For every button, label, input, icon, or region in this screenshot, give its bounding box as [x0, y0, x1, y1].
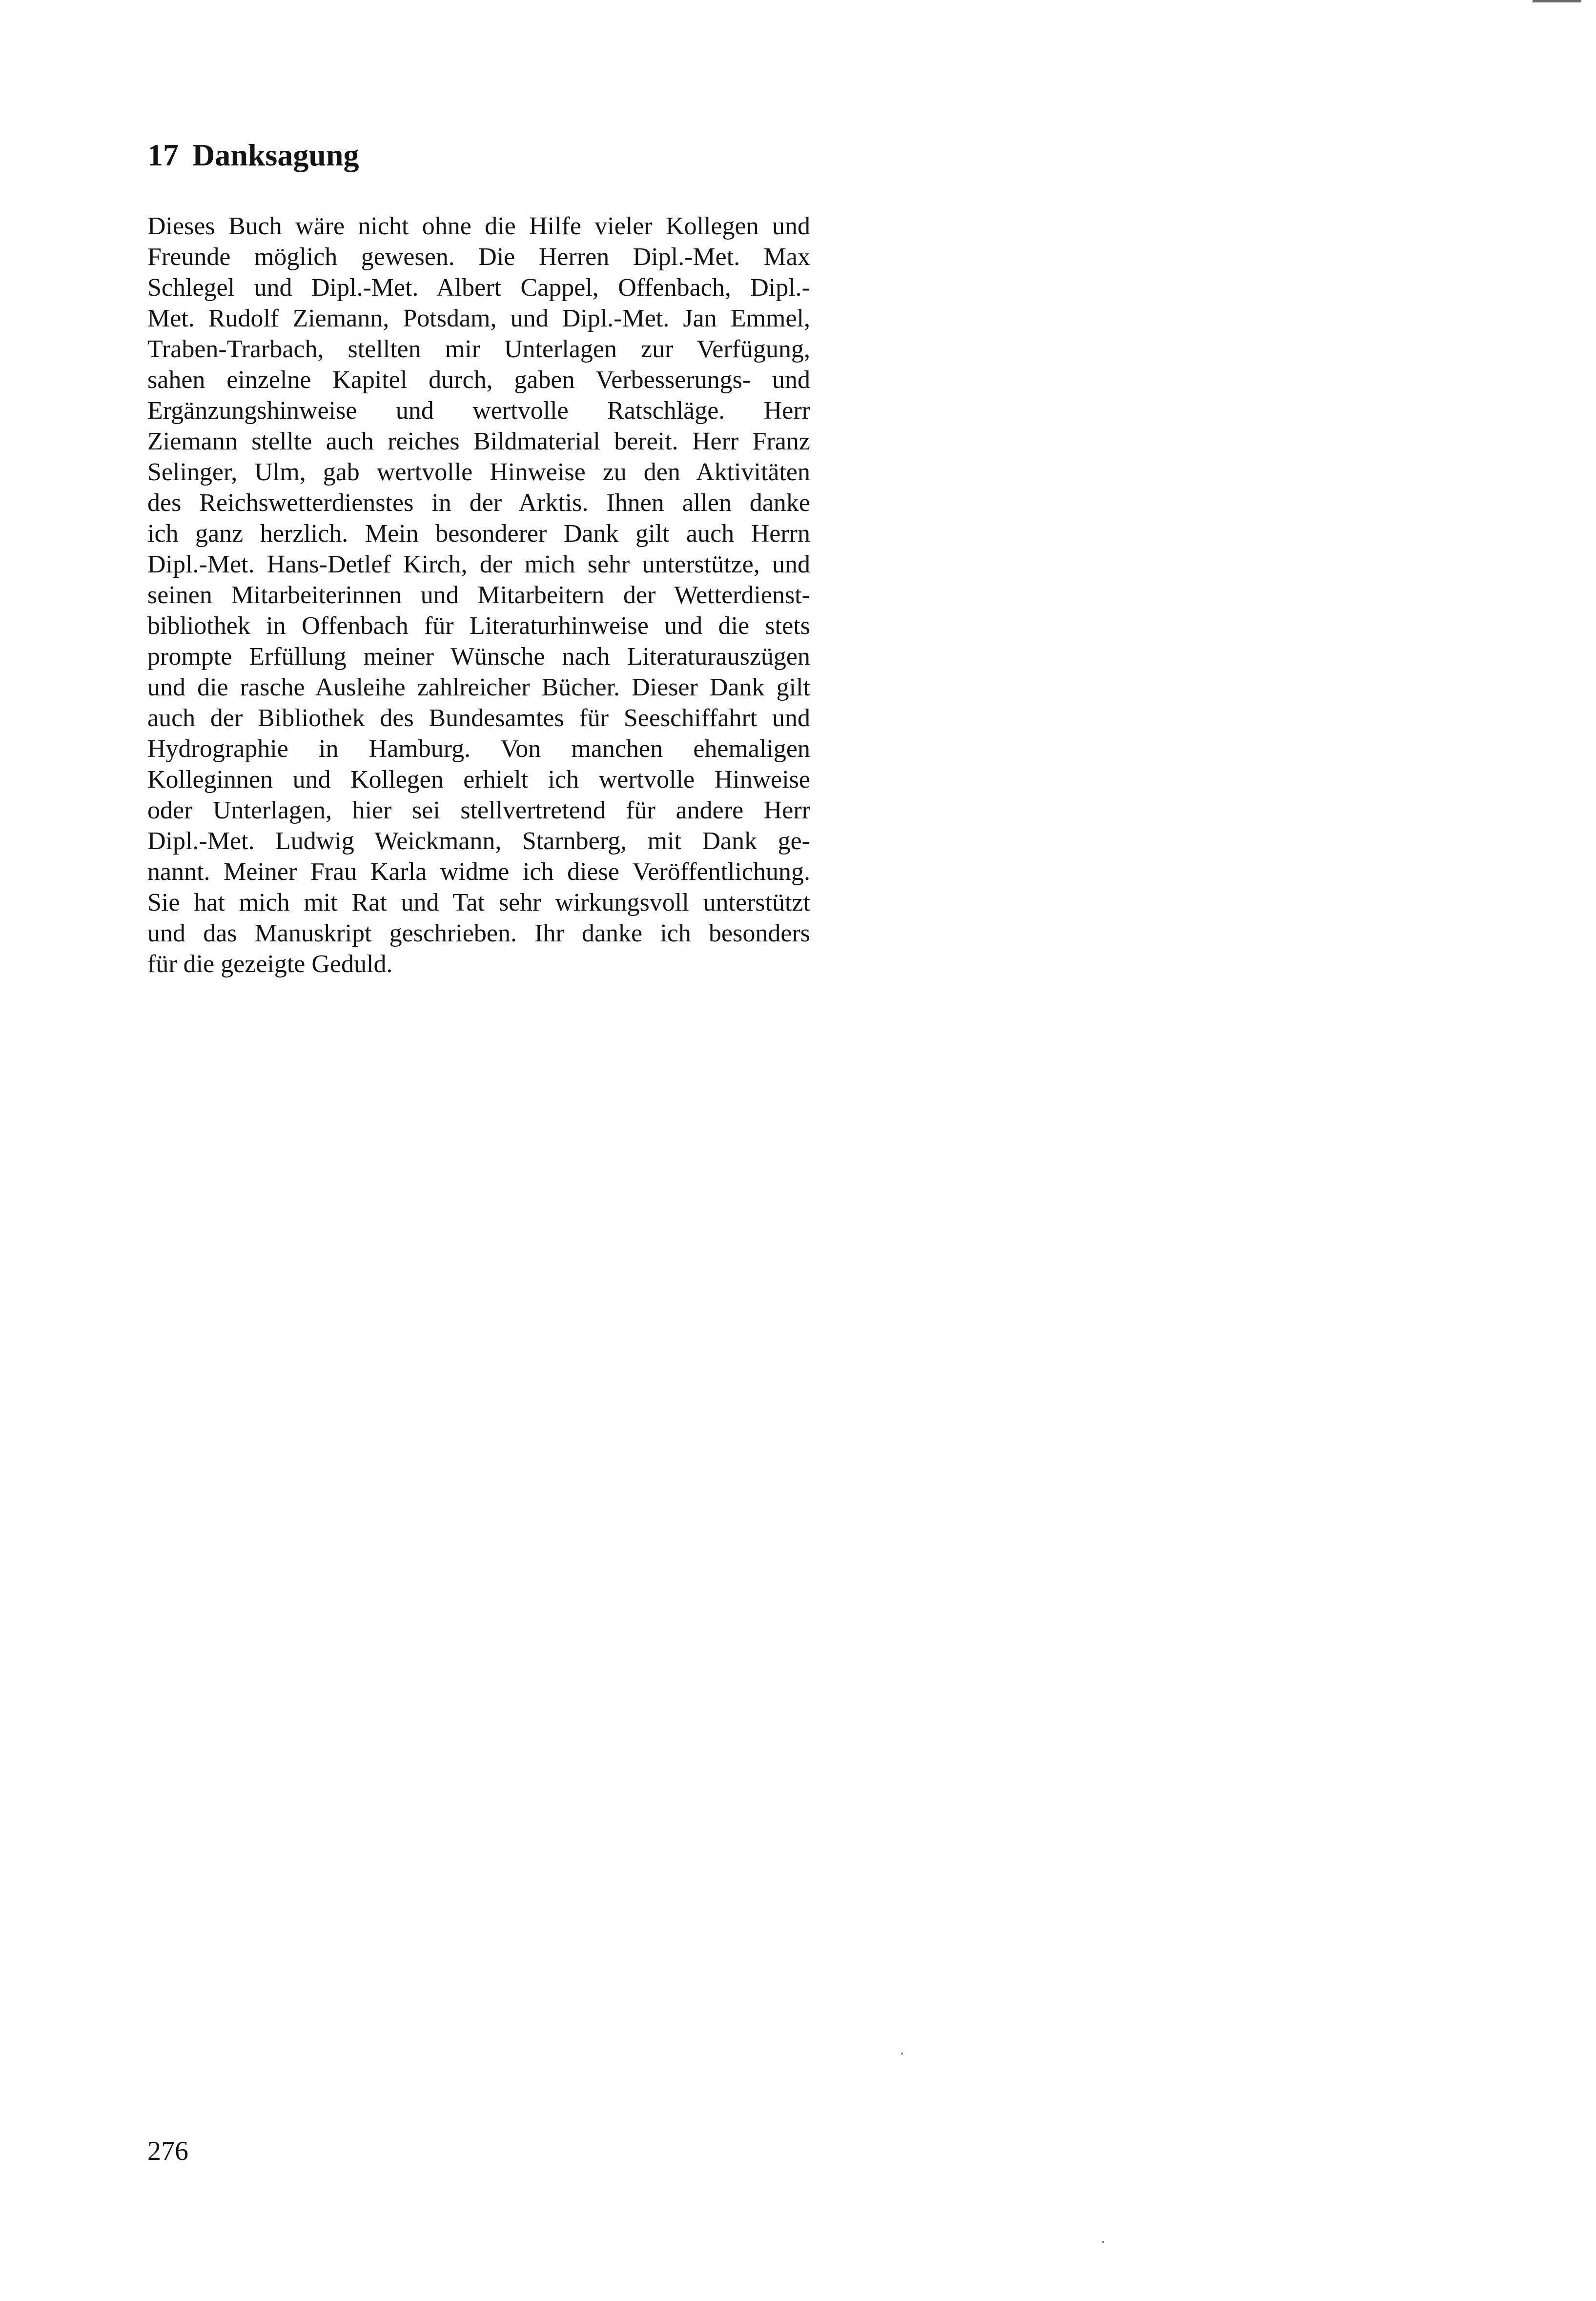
text-line: Freunde möglich gewesen. Die Herren Dipl.-Met. Max — [147, 243, 810, 271]
text-line: seinen Mitarbeiterinnen und Mitarbeitern der Wetterdienst- — [147, 581, 810, 609]
acknowledgement-paragraph — [147, 211, 810, 979]
text-line: nannt. Meiner Frau Karla widme ich diese Veröffentlichung. — [147, 858, 810, 886]
text-line: auch der Bibliothek des Bundesamtes für Seeschiffahrt und — [147, 704, 810, 732]
text-line: ich ganz herzlich. Mein besonderer Dank gilt auch Herrn — [147, 520, 810, 548]
text-line: Dieses Buch wäre nicht ohne die Hilfe vieler Kollegen und — [147, 212, 810, 240]
text-line: Dipl.-Met. Hans-Detlef Kirch, der mich sehr unterstütze, und — [147, 550, 810, 578]
scan-speck — [1102, 2241, 1104, 2243]
scan-speck — [901, 2053, 903, 2055]
text-line: Selinger, Ulm, gab wertvolle Hinweise zu den Aktivitäten — [147, 458, 810, 486]
text-line: Ergänzungshinweise und wertvolle Ratschläge. Herr — [147, 397, 810, 425]
text-line: bibliothek in Offenbach für Literaturhinweise und die stets — [147, 612, 810, 640]
chapter-heading — [147, 140, 359, 171]
text-line: für die gezeigte Geduld. — [147, 950, 393, 978]
text-line: des Reichswetterdienstes in der Arktis. Ihnen allen danke — [147, 489, 810, 517]
text-line: prompte Erfüllung meiner Wünsche nach Literaturauszügen — [147, 643, 810, 671]
page-number: 276 — [147, 2136, 188, 2166]
text-line: Dipl.-Met. Ludwig Weickmann, Starnberg, mit Dank ge- — [147, 827, 810, 855]
text-line: Hydrographie in Hamburg. Von manchen ehemaligen — [147, 735, 810, 763]
text-line: und die rasche Ausleihe zahlreicher Bücher. Dieser Dank gilt — [147, 673, 810, 701]
text-line: Sie hat mich mit Rat und Tat sehr wirkungsvoll unterstützt — [147, 889, 810, 916]
text-line: Schlegel und Dipl.-Met. Albert Cappel, Offenbach, Dipl.- — [147, 274, 810, 302]
page-edge-mark — [1533, 0, 1581, 2]
text-line: Kolleginnen und Kollegen erhielt ich wertvolle Hinweise — [147, 766, 810, 794]
text-line: Met. Rudolf Ziemann, Potsdam, und Dipl.-Met. Jan Emmel, — [147, 305, 810, 332]
chapter-title: Danksagung — [192, 138, 359, 172]
text-line: sahen einzelne Kapitel durch, gaben Verbesserungs- und — [147, 366, 810, 394]
text-line: oder Unterlagen, hier sei stellvertretend für andere Herr — [147, 796, 810, 824]
text-line: und das Manuskript geschrieben. Ihr danke ich besonders — [147, 919, 810, 947]
text-line: Ziemann stellte auch reiches Bildmaterial bereit. Herr Franz — [147, 428, 810, 455]
chapter-number: 17 — [147, 138, 179, 172]
text-line: Traben-Trarbach, stellten mir Unterlagen zur Verfügung, — [147, 335, 810, 363]
